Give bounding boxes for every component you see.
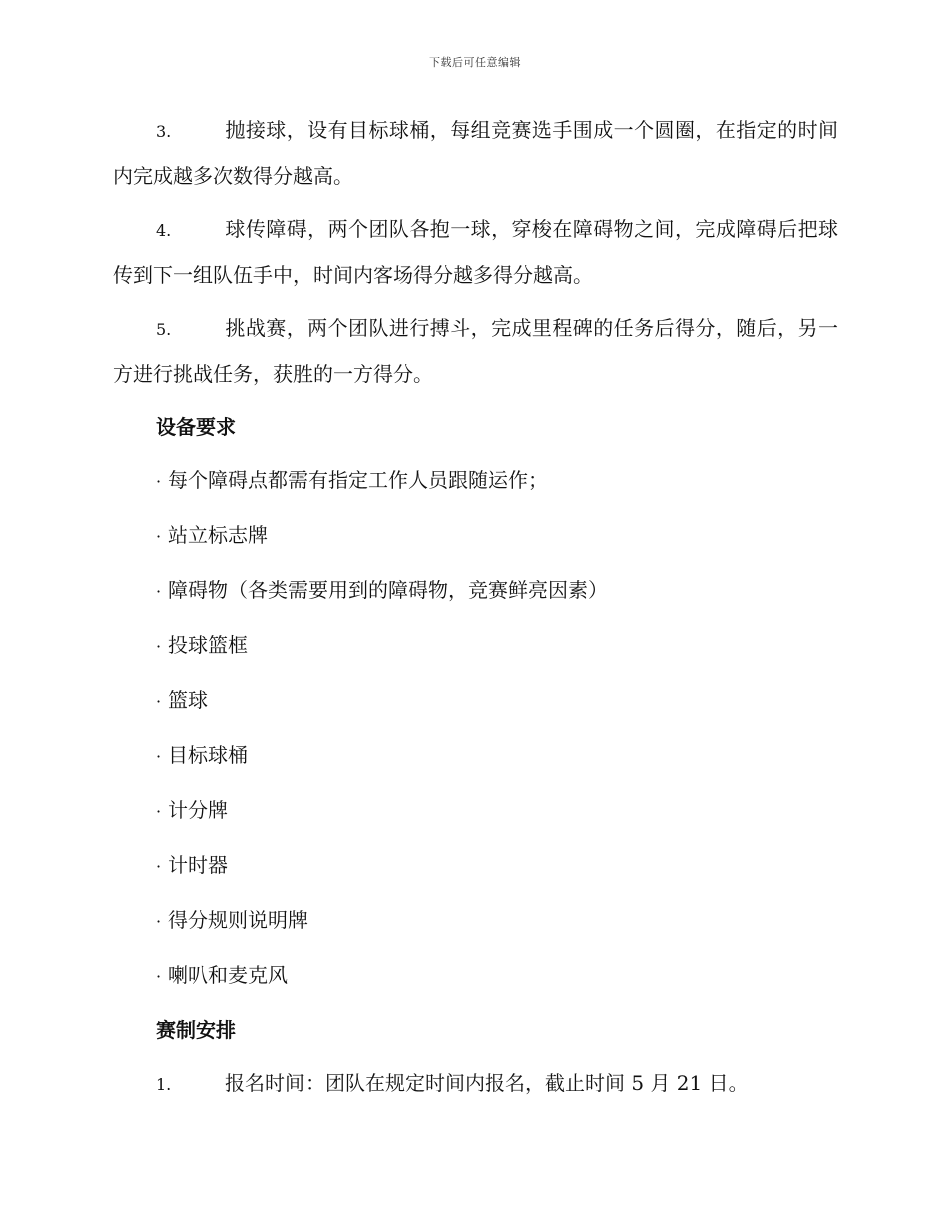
list-item-text: 站立标志牌 (168, 523, 268, 547)
list-item-text: 每个障碍点都需有指定工作人员跟随运作； (168, 468, 548, 492)
schedule-paragraph-1 (113, 1061, 838, 1107)
list-item-text: 计时器 (168, 853, 228, 877)
list-item-text: 投球篮框 (168, 633, 248, 657)
rule-text: 挑战赛，两个团队进行搏斗，完成里程碑的任务后得分，随后，另一方进行挑战任务，获胜的一方得分。 (113, 316, 838, 386)
rule-text: 球传障碍，两个团队各抱一球，穿梭在障碍物之间，完成障碍后把球传到下一组队伍手中，时间内客场得分越多得分越高。 (113, 217, 838, 287)
bullet-dot: · (156, 912, 162, 931)
list-item (156, 458, 838, 502)
rule-number: 3. (156, 122, 172, 141)
list-item-text: 障碍物（各类需要用到的障碍物，竞赛鲜亮因素） (168, 578, 608, 602)
bullet-dot: · (156, 857, 162, 876)
list-item-text: 喇叭和麦克风 (168, 963, 288, 987)
list-item (156, 843, 838, 887)
equipment-heading: 设备要求 (156, 415, 236, 439)
document-body (113, 108, 838, 1116)
rule-number: 5. (156, 320, 172, 339)
list-item (156, 898, 838, 942)
rule-paragraph-5 (113, 306, 838, 396)
rule-text: 抛接球，设有目标球桶，每组竞赛选手围成一个圆圈，在指定的时间内完成越多次数得分越高。 (113, 118, 838, 188)
list-item-text: 计分牌 (168, 798, 228, 822)
rule-paragraph-4 (113, 207, 838, 297)
list-item (156, 623, 838, 667)
list-item (156, 953, 838, 997)
equipment-list (113, 458, 838, 997)
list-item-text: 篮球 (168, 688, 208, 712)
rule-paragraph-3 (113, 108, 838, 198)
list-item (156, 568, 838, 612)
list-item-text: 目标球桶 (168, 743, 248, 767)
header-note: 下载后可任意编辑 (429, 56, 521, 69)
bullet-dot: · (156, 802, 162, 821)
bullet-dot: · (156, 747, 162, 766)
list-item (156, 513, 838, 557)
bullet-dot: · (156, 582, 162, 601)
schedule-heading: 赛制安排 (156, 1018, 236, 1042)
schedule-text: 报名时间：团队在规定时间内报名，截止时间 5 月 21 日。 (225, 1071, 749, 1095)
bullet-dot: · (156, 472, 162, 491)
rule-number: 4. (156, 221, 172, 240)
list-item (156, 788, 838, 832)
bullet-dot: · (156, 527, 162, 546)
bullet-dot: · (156, 692, 162, 711)
list-item (156, 678, 838, 722)
bullet-dot: · (156, 637, 162, 656)
list-item-text: 得分规则说明牌 (168, 908, 308, 932)
schedule-number: 1. (156, 1075, 172, 1094)
list-item (156, 733, 838, 777)
bullet-dot: · (156, 967, 162, 986)
